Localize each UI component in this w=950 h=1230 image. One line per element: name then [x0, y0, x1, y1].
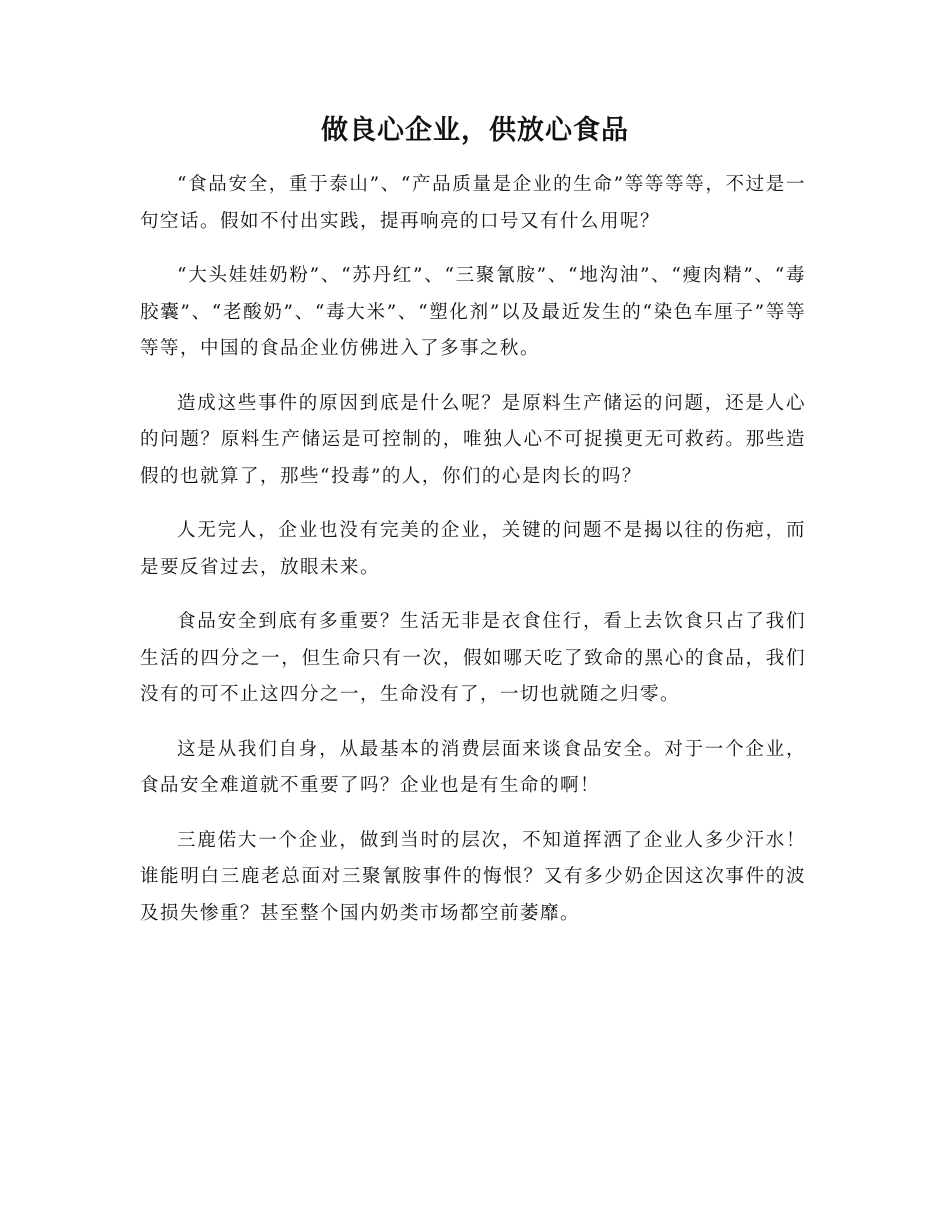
paragraph-4: 人无完人，企业也没有完美的企业，关键的问题不是揭以往的伤疤，而是要反省过去，放眼未来。 [140, 520, 806, 578]
paragraph-1: “食品安全，重于泰山”、“产品质量是企业的生命”等等等等，不过是一句空话。假如不付出实践，提再响亮的口号又有什么用呢？ [140, 174, 806, 232]
paragraph-2: “大头娃娃奶粉”、“苏丹红”、“三聚氰胺”、“地沟油”、“瘦肉精”、“毒胶囊”、“老酸奶”、“毒大米”、“塑化剂”以及最近发生的“染色车厘子”等等等等，中国的食品企业仿佛进入了多事之秋。 [140, 265, 806, 359]
paragraph-6: 这是从我们自身，从最基本的消费层面来谈食品安全。对于一个企业，食品安全难道就不重要了吗？企业也是有生命的啊！ [140, 738, 806, 796]
paragraph-7: 三鹿偌大一个企业，做到当时的层次，不知道挥洒了企业人多少汗水！谁能明白三鹿老总面对三聚氰胺事件的悔恨？又有多少奶企因这次事件的波及损失惨重？甚至整个国内奶类市场都空前萎靡。 [140, 829, 806, 924]
document-body [140, 167, 806, 950]
paragraph-5: 食品安全到底有多重要？生活无非是衣食住行，看上去饮食只占了我们生活的四分之一，但生命只有一次，假如哪天吃了致命的黑心的食品，我们没有的可不止这四分之一，生命没有了，一切也就随之归零。 [140, 611, 806, 705]
document-title: 做良心企业，供放心食品 [321, 115, 629, 146]
paragraph-3: 造成这些事件的原因到底是什么呢？是原料生产储运的问题，还是人心的问题？原料生产储运是可控制的，唯独人心不可捉摸更无可救药。那些造假的也就算了，那些“投毒”的人，你们的心是肉长的吗？ [140, 392, 806, 487]
